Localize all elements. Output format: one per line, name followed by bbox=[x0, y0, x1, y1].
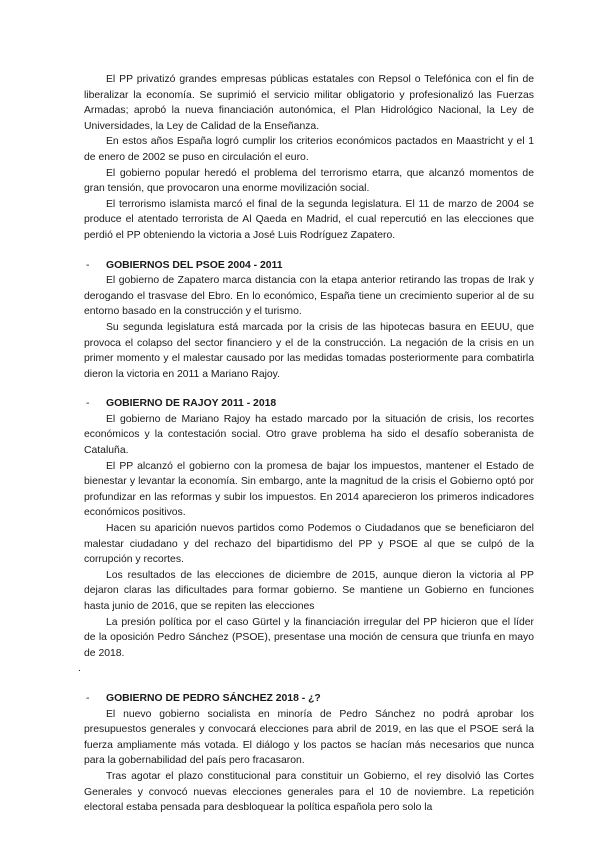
paragraph: En estos años España logró cumplir los criterios económicos pactados en Maastricht y el 1 de enero de 2002 se puso en circulación el euro. bbox=[84, 136, 534, 163]
paragraph: La presión política por el caso Gürtel y la financiación irregular del PP hicieron que el líder de la oposición Pedro Sánchez (PSOE), presentase una moción de censura que triunfa en mayo de 2018. bbox=[84, 616, 534, 659]
bullet-dash: - bbox=[86, 692, 90, 704]
paragraph: El nuevo gobierno socialista en minoría de Pedro Sánchez no podrá aprobar los presupuestos generales y convocará elecciones para abril de 2019, en las que el PSOE será la fuerza ampliamente más votada. El diálogo y los pactos se hacían más necesarios que nunca para la gobernabilidad del país pero fracasaron. bbox=[84, 708, 534, 767]
heading-text: GOBIERNO DE RAJOY 2011 - 2018 bbox=[106, 398, 277, 410]
stray-dot: . bbox=[78, 663, 81, 675]
paragraph: El PP privatizó grandes empresas públicas estatales con Repsol o Telefónica con el fin de liberalizar la economía. Se suprimió el servicio militar obligatorio y profesionalizó las Fuerzas Armadas; aprobó la nueva financiación autonómica, el Plan Hidrológico Nacional, la Ley de Universidades, la Ley de Calidad de la Enseñanza. bbox=[84, 74, 534, 132]
bullet-dash: - bbox=[86, 398, 90, 410]
paragraph: El gobierno de Mariano Rajoy ha estado marcado por la situación de crisis, los recortes económicos y la contestación social. Otro grave problema ha sido el desafío soberanista de Cataluña. bbox=[84, 413, 534, 457]
paragraph: El PP alcanzó el gobierno con la promesa de bajar los impuestos, mantener el Estado de bienestar y levantar la economía. Sin embargo, ante la magnitud de la crisis el Gobierno optó por profundizar en las reformas y subir los impuestos. En 2014 aparecieron los primeros indicadores económicos positivos. bbox=[84, 460, 534, 519]
paragraph: El gobierno de Zapatero marca distancia con la etapa anterior retirando las tropas de Irak y derogando el trasvase del Ebro. En lo económico, España tiene un crecimiento superior al de su entorno basado en la construcción y el turismo. bbox=[84, 275, 534, 318]
paragraph: Los resultados de las elecciones de diciembre de 2015, aunque dieron la victoria al PP dejaron claras las dificultades para formar gobierno. Se mantiene un Gobierno en funciones hasta junio de 2016, que se repiten las elecciones bbox=[84, 569, 534, 612]
section-heading-rajoy bbox=[84, 396, 534, 412]
paragraph: Su segunda legislatura está marcada por la crisis de las hipotecas basura en EEUU, que provoca el colapso del sector financiero y el de la construcción. La negación de la crisis en un primer momento y el malestar causado por las medidas tomadas posteriormente para combatirla dieron la victoria en 2011 a Mariano Rajoy. bbox=[84, 321, 534, 380]
paragraph: El terrorismo islamista marcó el final de la segunda legislatura. El 11 de marzo de 2004 se produce el atentado terrorista de Al Qaeda en Madrid, el cual repercutió en las elecciones que perdió el PP obteniendo la victoria a José Luis Rodríguez Zapatero. bbox=[84, 198, 534, 241]
bullet-dash: - bbox=[86, 259, 90, 271]
document-body bbox=[78, 72, 534, 816]
paragraph: Tras agotar el plazo constitucional para constituir un Gobierno, el rey disolvió las Cortes Generales y convocó nuevas elecciones generales para el 10 de noviembre. La repetición electoral estaba pensada para desbloquear la política española pero solo la bbox=[84, 770, 534, 814]
heading-text: GOBIERNOS DEL PSOE 2004 - 2011 bbox=[106, 259, 283, 271]
paragraph: Hacen su aparición nuevos partidos como Podemos o Ciudadanos que se beneficiaron del malestar ciudadano y del rechazo del bipartidismo del PP y PSOE al que se culpó de la corrupción y recortes. bbox=[84, 523, 534, 566]
section-heading-sanchez bbox=[84, 691, 534, 707]
heading-text: GOBIERNO DE PEDRO SÁNCHEZ 2018 - ¿? bbox=[106, 692, 321, 704]
section-heading-psoe bbox=[84, 258, 534, 274]
paragraph: El gobierno popular heredó el problema del terrorismo etarra, que alcanzó momentos de gran tensión, que provocaron una enorme movilización social. bbox=[84, 167, 534, 195]
